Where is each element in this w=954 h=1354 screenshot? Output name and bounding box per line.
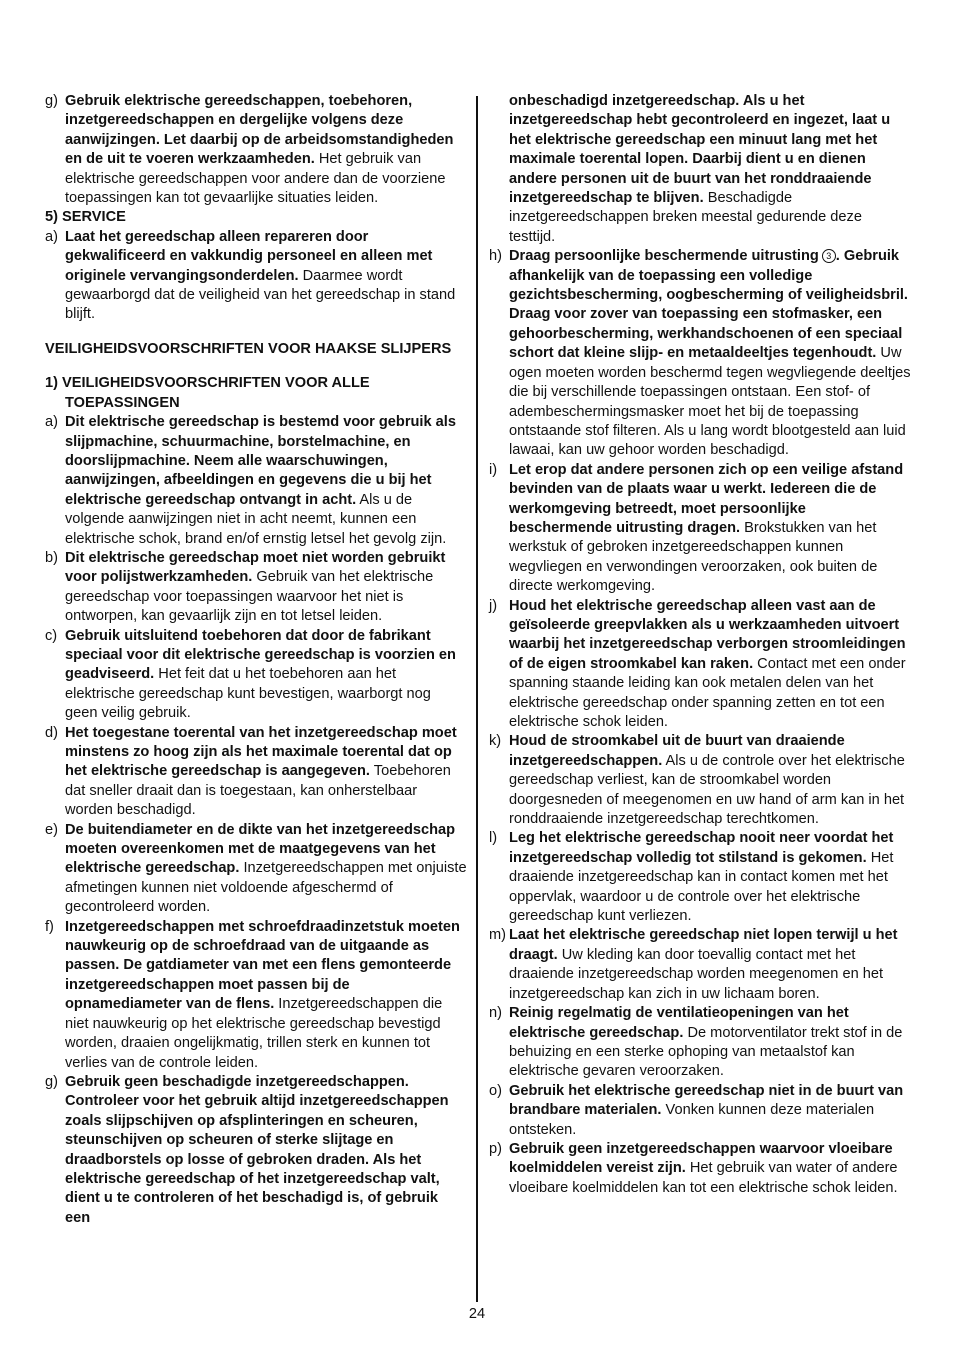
service-heading: 5) SERVICE — [45, 209, 126, 226]
item-marker: d) — [45, 724, 58, 741]
list-item-g-previous — [45, 92, 467, 208]
item-instruction: Gebruik uitsluitend toebehoren dat door de fabrikant speciaal voor dit elektrische gereedschap is voorzien en geadviseerd. — [65, 627, 456, 683]
list-item — [489, 461, 911, 597]
figure-ref-circled-number: 3 — [822, 249, 836, 263]
item-explanation: De motorventilator trekt stof in de behuizing en een sterke ophoping van metaalstof kan elektrische gevaren veroorzaken. — [509, 1024, 903, 1080]
item-instruction: Leg het elektrische gereedschap nooit neer voordat het inzetgereedschap volledig tot stilstand is gekomen. — [509, 830, 894, 866]
item-marker: h) — [489, 248, 502, 265]
item-instruction: De buitendiameter en de dikte van het inzetgereedschap moeten overeenkomen met de maatgegevens van het elektrische gereedschap. — [65, 821, 456, 877]
item-instruction: Let erop dat andere personen zich op een veilige afstand bevinden van de plaats waar u werkt. Iedereen die de werkomgeving betreedt, moet persoonlijke beschermende uitrusting dragen. — [509, 461, 904, 536]
item-instruction: Inzetgereedschappen met schroefdraadinzetstuk moeten nauwkeurig op de schroefdraad van de uitgaande as passen. De gatdiameter van met een flens gemonteerde inzetgereedschappen moet passen bij de opnamediameter van de flens. — [65, 918, 460, 1013]
item-instruction: Houd de stroomkabel uit de buurt van draaiende inzetgereedschappen. — [509, 733, 845, 769]
list-item — [489, 829, 911, 926]
item-explanation: Gebruik van het elektrische gereedschap voor toepassingen waarvoor het niet is ontworpen, kan gevaarlijk zijn en tot letsel leiden. — [65, 569, 434, 625]
item-marker: n) — [489, 1005, 502, 1022]
item-instruction: Draag persoonlijke beschermende uitrusting — [509, 248, 819, 265]
list-item — [45, 1073, 467, 1228]
item-marker: g) — [45, 93, 58, 109]
item-explanation: Brokstukken van het werkstuk of gebroken inzetgereedschappen kunnen wegvliegen en verwondingen veroorzaken, ook buiten de directe werkomgeving. — [509, 519, 878, 595]
item-marker: e) — [45, 821, 58, 838]
item-instruction: Reinig regelmatig de ventilatieopeningen van het elektrische gereedschap. — [509, 1005, 849, 1041]
item-explanation: Beschadigde inzetgereedschappen breken meestal gedurende deze testtijd. — [509, 190, 862, 245]
item-instruction: Gebruik geen inzetgereedschappen waarvoor vloeibare koelmiddelen vereist zijn. — [509, 1140, 893, 1177]
list-item — [489, 1082, 911, 1140]
general-safety-subheading: 1) VEILIGHEIDSVOORSCHRIFTEN VOOR ALLE TOEPASSINGEN — [45, 375, 370, 411]
item-instruction: Dit elektrische gereedschap is bestemd voor gebruik als slijpmachine, schuurmachine, borstelmachine, en doorslijpmachine. Neem alle waarschuwingen, aanwijzingen, afbeeldingen en gegevens die u bij het elektrische gereedschap ontvangt in acht. — [65, 414, 456, 508]
list-item — [489, 1004, 911, 1082]
item-marker: g) — [45, 1073, 58, 1090]
list-item — [489, 732, 911, 829]
item-marker: j) — [489, 597, 498, 614]
list-item — [45, 918, 467, 1073]
list-item — [489, 1140, 911, 1198]
page-number: 24 — [468, 1306, 486, 1322]
left-column — [45, 92, 467, 1228]
item-marker: c) — [45, 627, 58, 644]
list-item — [45, 549, 467, 627]
item-instruction: Dit elektrische gereedschap moet niet worden gebruikt voor polijstwerkzamheden. — [65, 549, 446, 586]
item-explanation: Uw kleding kan door toevallig contact met het draaiende inzetgereedschap worden meegenomen en het inzetgereedschap kan zich in uw lichaam boren. — [509, 946, 884, 1002]
list-item — [45, 413, 467, 549]
item-explanation: Contact met een onder spanning staande leiding kan ook metalen delen van het elektrische gereedschap onder spanning zetten en tot een elektrische schok leiden. — [509, 655, 906, 730]
item-marker: m) — [489, 927, 507, 944]
item-marker: a) — [45, 414, 58, 431]
item-instruction: Laat het gereedschap alleen repareren door gekwalificeerd en vakkundig personeel en alleen met originele vervangingsonderdelen. — [65, 228, 433, 284]
item-marker: f) — [45, 918, 54, 935]
item-marker: i) — [489, 461, 498, 478]
item-explanation: Inzetgereedschappen die niet nauwkeurig op het elektrische gereedschap bevestigd worden, draaien ongelijkmatig, trillen sterk en kunnen tot verlies van de controle leiden. — [65, 996, 443, 1071]
item-marker: b) — [45, 549, 58, 566]
item-instruction: Gebruik elektrische gereedschappen, toebehoren, inzetgereedschappen en dergelijke volgens deze aanwijzingen. Let daarbij op de arbeidsomstandigheden en de uit te voeren werkzaamheden. — [65, 93, 454, 168]
item-explanation: Het gebruik van water of andere vloeibare koelmiddelen kan tot een elektrische schok leiden. — [509, 1160, 898, 1196]
item-instruction: Gebruik geen beschadigde inzetgereedschappen. Controleer voor het gebruik altijd inzetgereedschappen zoals slijpschijven op afsplinteringen en scheuren, steunschijven op scheuren of sterke slijtage en draadborstels op losse of gebroken draden. Als het elektrische gereedschap of het inzetgereedschap valt, dient u te controleren of het beschadigd is, of gebruik een — [65, 1073, 449, 1226]
item-explanation: Als u de controle over het elektrische gereedschap verliest, kan de stroomkabel worden doorgesneden of meegenomen en uw hand of arm kan in het ronddraaiende inzetgereedschap terechtkomen. — [509, 752, 905, 828]
list-item — [45, 627, 467, 724]
item-marker: a) — [45, 228, 58, 245]
item-instruction: onbeschadigd inzetgereedschap. Als u het inzetgereedschap hebt gecontroleerd en ingezet, laat u het elektrische gereedschap een minuut lang met het maximale toerental lopen. Daarbij dient u en dienen andere personen uit de buurt van het ronddraaiende inzetgereedschap te blijven. — [509, 93, 891, 207]
item-explanation: Daarmee wordt gewaarborgd dat de veiligheid van het gereedschap in stand blijft. — [65, 267, 456, 323]
item-explanation: Vonken kunnen deze materialen ontsteken. — [509, 1102, 875, 1138]
item-explanation: Het draaiende inzetgereedschap kan in contact komen met het oppervlak, waardoor u de controle over het elektrische gereedschap kunt verliezen. — [509, 849, 894, 925]
item-explanation: Inzetgereedschappen met onjuiste afmetingen kunnen niet voldoende afgeschermd of gecontroleerd worden. — [65, 860, 467, 916]
item-marker: l) — [489, 830, 498, 847]
list-item — [489, 597, 911, 733]
item-marker: p) — [489, 1140, 502, 1157]
item-instruction: Gebruik het elektrische gereedschap niet in de buurt van brandbare materialen. — [509, 1082, 904, 1119]
left-item-list — [45, 413, 467, 1228]
item-explanation: Als u de volgende aanwijzingen niet in acht neemt, kunnen een elektrische schok, brand en/of ernstig letsel het gevolg zijn. — [65, 491, 447, 547]
item-marker: k) — [489, 733, 502, 750]
item-instruction: Laat het elektrische gereedschap niet lopen terwijl u het draagt. — [509, 927, 898, 963]
item-explanation: Het gebruik van elektrische gereedschappen voor andere dan de voorziene toepassingen kan tot gevaarlijke situaties leiden. — [65, 151, 446, 207]
right-item-list — [489, 461, 911, 1198]
list-item — [45, 724, 467, 821]
list-item-h — [489, 247, 911, 460]
list-item — [489, 926, 911, 1004]
item-marker: o) — [489, 1082, 502, 1099]
item-instruction: Houd het elektrische gereedschap alleen vast aan de geïsoleerde greepvlakken als u werkzaamheden uitvoert waarbij het inzetgereedschap verborgen stroomleidingen of de eigen stroomkabel kan raken. — [509, 597, 906, 672]
right-column — [489, 92, 911, 1198]
list-item-service-a — [45, 228, 467, 325]
item-instruction-continued: . Gebruik afhankelijk van de toepassing een volledige gezichtsbescherming, oogbescherming of veiligheidsbril. Draag voor zover van toepassing een stofmasker, een gehoorbescherming, werkhandschoenen of een speciaal schort dat kleine slijp- en metaaldeeltjes tegenhoudt. — [509, 248, 908, 362]
item-instruction: Het toegestane toerental van het inzetgereedschap moet minstens zo hoog zijn als het maximale toerental dat op het elektrische gereedschap is aangegeven. — [65, 724, 457, 780]
item-explanation: Het feit dat u het toebehoren aan het elektrische gereedschap kunt bevestigen, waarborgt nog geen veilig gebruik. — [65, 666, 431, 722]
safety-heading: VEILIGHEIDSVOORSCHRIFTEN VOOR HAAKSE SLIJPERS — [45, 340, 452, 357]
list-item — [45, 821, 467, 918]
item-explanation: Toebehoren dat sneller draait dan is toegestaan, kan onherstelbaar worden beschadigd. — [65, 763, 451, 819]
list-item-g-continued — [489, 92, 911, 247]
item-explanation: Uw ogen moeten worden beschermd tegen wegvliegende deeltjes die bij verschillende toepassingen ontstaan. Een stof- of adembeschermingsmasker moet het bij de toepassing ontstaande stof filteren. Als u lang wordt blootgesteld aan luid lawaai, kan uw gehoor worden beschadigd. — [509, 345, 911, 459]
column-divider — [476, 96, 478, 1302]
